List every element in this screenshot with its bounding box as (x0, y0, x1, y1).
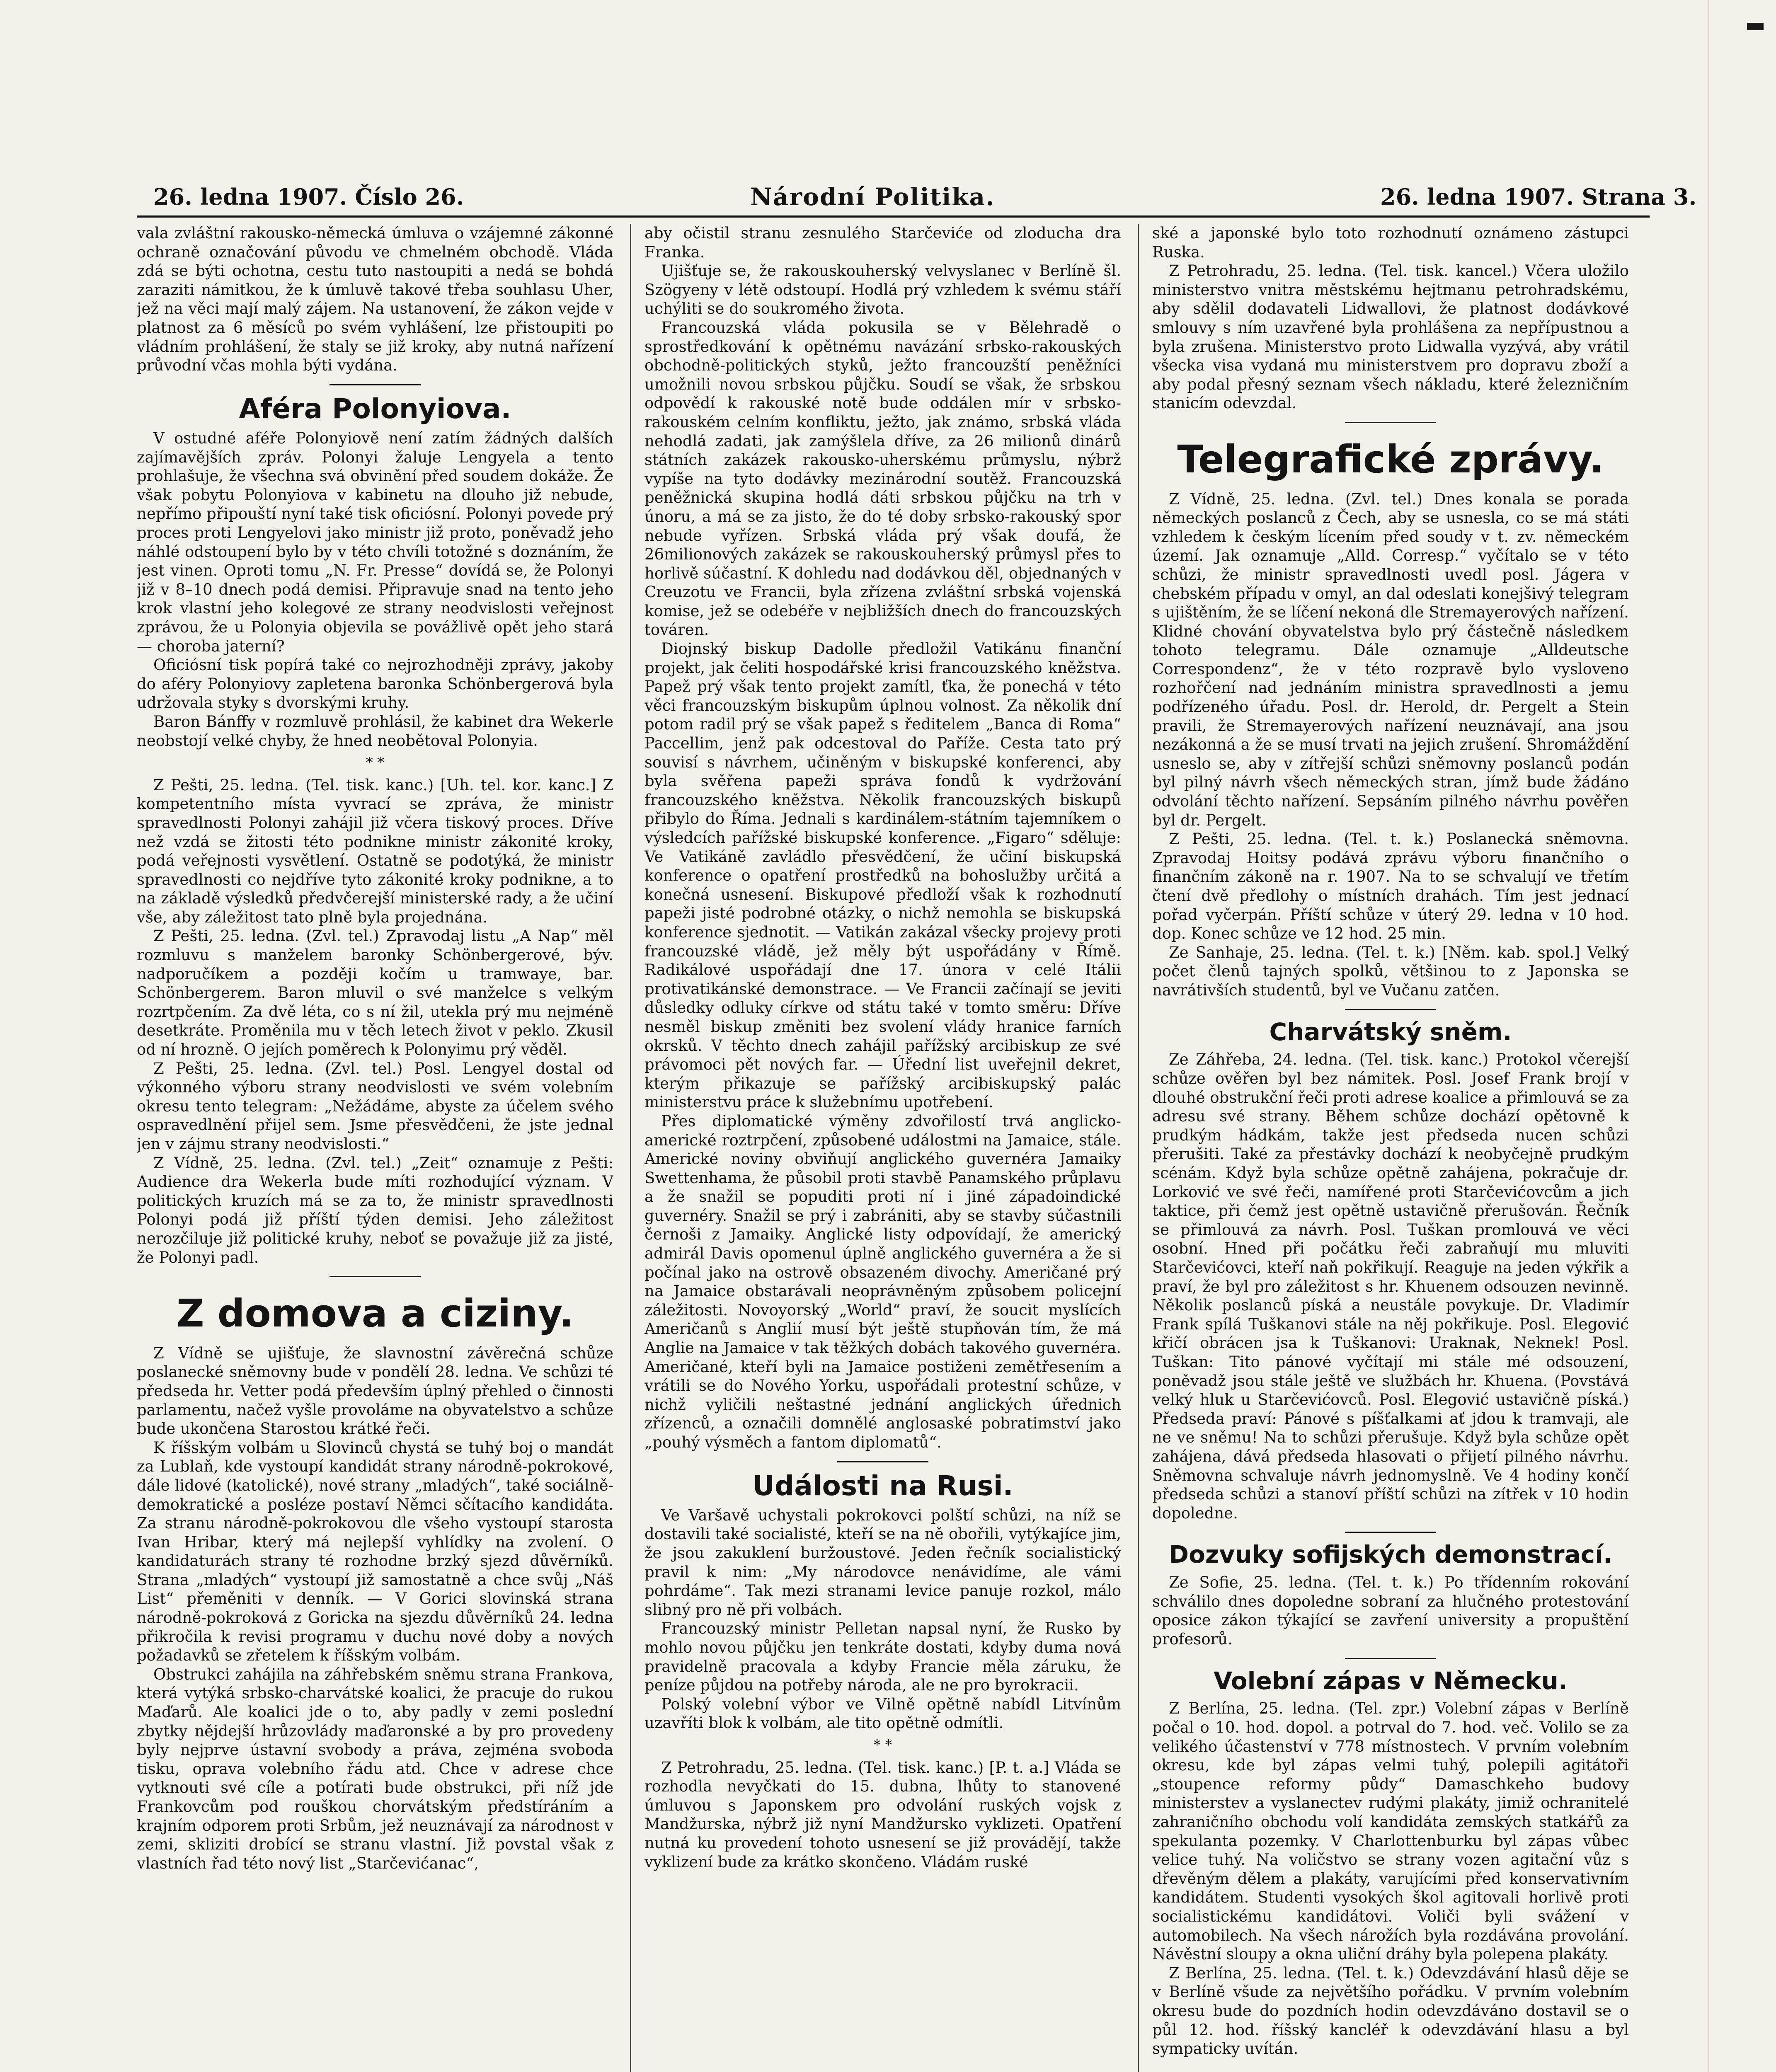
section-stars: * * (873, 1737, 892, 1754)
header-date-page: 26. ledna 1907. Strana 3. (1380, 184, 1697, 210)
section-heading-volebni-zapas-v-nemecku: Volební zápas v Německu. (1214, 1666, 1568, 1695)
article-paragraph: Baron Bánffy v rozmluvě prohlásil, že kabinet dra Wekerle neobstojí velké chyby, že hned neobětoval Polonyia. (137, 712, 613, 750)
column-3 (1152, 224, 1629, 2072)
article-paragraph: Z Vídně, 25. ledna. (Zvl. tel.) Dnes konala se porada německých poslanců z Čech, aby se usnesla, co se má státi vzhledem k českým lícením před soudy v t. zv. německém území. Jak oznamuje „Alld. Corresp.“ vyčítalo se v této schůzi, že ministr spravedlnosti uvedl posl. Jágera v chebském případu v omyl, an dal odeslati konejšivý telegram s ujištěním, že se líčení nekoná dle Stremayerových nařízení. Klidné chování obyvatelstva bylo prý částečně následkem tohoto telegramu. Dále oznamuje „Alldeutsche Correspondenz“, že v této rozpravě bylo vysloveno rozhořčení nad jednáním ministra spravedlnosti a jemu podřízeného úřadu. Posl. dr. Herold, dr. Pergelt a Stein pravili, že Stremayerových nařízení neuznávají, ana jsou nezákonná a že se musí trvati na jejich zrušení. Shromáždění usneslo se, aby v zítřejší schůzi sněmovny poslanců podán byl pilný návrh všech německých stran, jímž bude žádáno odvolání těchto nařízení. Sepsáním pilného návrhu pověřen byl dr. Pergelt. (1152, 490, 1629, 829)
column-divider (1138, 224, 1139, 2072)
article-paragraph: Z Berlína, 25. ledna. (Tel. zpr.) Volební zápas v Berlíně počal o 10. hod. dopol. a potrval do 7. hod. več. Volilo se za velikého účastenství v 778 místnostech. V prvním volebním okresu, kde byl zápas velmi tuhý, polepili agitátoři „stoupence reformy půdy“ Damaschkeho budovy ministerstev a vyslanectev rudými plakáty, jimiž ochranitelé zahraničního obchodu volí kandidáta zemských statkářů za spekulanta pozemky. V Charlottenburku byl zápas vůbec velice tuhý. Na voličstvo se strany vozen agitační vůz s dřevěným dělem a plakáty, varujícími před konservativním kandidátem. Studenti vysokých škol agitovali horlivě proti socialistickému kandidátovi. Voliči byli svážení v automobilech. Na všech nárožích byla rozdávána provolání. Návěstní sloupy a okna uliční dráhy byla polepena plakáty. (1152, 1699, 1629, 1963)
article-paragraph: Francouzská vláda pokusila se v Bělehradě o sprostředkování k opětnému navázání srbsko-rakouských obchodně-politických styků, ježto francouzští peněžníci umožnili novou srbskou půjčku. Soudí se však, že srbskou odpovědí k rakouské notě bude oddálen mír v srbsko-rakouském celním konfliktu, ježto, jak známo, srbská vláda nehodlá zadati, jak zamýšlela dříve, za 26 milionů dinárů státních zakázek rakousko-uherskému průmyslu, nýbrž vypíše na tyto dodávky mezinárodní soutěž. Francouzská peněžnická skupina hodlá dáti srbskou půjčku na trh v únoru, a má se za jisto, že do té doby srbsko-rakouský spor nebude vyřízen. Srbská vláda prý však doufá, že 26milionových zakázek se rakouskouherský průmysl přes to horlivě súčastní. K dohledu nad dodávkou děl, objednaných v Creuzotu ve Francii, byla zřízena zvláštní srbská vojenská komise, jež se odebéře v nejbližších dnech do francouzských továren. (644, 318, 1121, 639)
section-heading-z-domova-a-ciziny: Z domova a ciziny. (176, 1291, 574, 1336)
article-paragraph: Ujišťuje se, že rakouskouherský velvyslanec v Berlíně šl. Szögyeny v létě odstoupí. Hodlá prý vzhledem k svému stáří uchýliti se do soukromého života. (644, 262, 1121, 318)
article-paragraph: Přes diplomatické výměny zdvořilostí trvá anglicko-americké roztrpčení, způsobené událostmi na Jamaice, stále. Americké noviny obviňují anglického guvernéra Jamaiky Swettenhama, že působil proti stavbě Panamského průplavu a že snažil se popuditi proti ní i jiné západoindické guvernéry. Snažil se prý i zabrániti, aby se stavby súčastnili černoši z Jamaiky. Anglické listy odpovídají, že americký admirál Davis opomenul úplně anglického guvernéra a že si počínal jako na ostrově obsazeném divochy. Američané prý na Jamaice obstarávali neoprávněným způsobem policejní záležitosti. Novoyorský „World“ praví, že soucit myslících Američanů s Anglií musí být ještě stupňován tím, že má Anglie na Jamaice v tak těžkých dobách takového guvernéra. Američané, kteří byli na Jamaice postiženi zemětřesením a vrátili se do Nového Yorku, uspořádali protestní schůze, v nichž vyličili neštastné jednání anglických úřednich zřízenců, a označili domnělé anglosaské pobratimství jako „pouhý výsměch a fantom diplomatů“. (644, 1112, 1121, 1451)
article-paragraph: Oficiósní tisk popírá také co nejrozhodněji zprávy, jakoby do aféry Polonyiovy zapletena baronka Schönbergerová byla udržovala styky s dvorskými kruhy. (137, 656, 613, 712)
article-paragraph: Ze Záhřeba, 24. ledna. (Tel. tisk. kanc.) Protokol včerejší schůze ověřen byl bez námitek. Posl. Josef Frank brojí v dlouhé obstrukční řeči proti adrese koalice a přimlouvá se za adresu své strany. Během schůze dochází opětovně k prudkým hádkám, takže jest předseda nucen schůzi přerušiti. Také za přestávky dochází k neobyčejně prudkým scénám. Když byla schůze opětně zahájena, pokračuje dr. Lorković ve své řeči, namířené proti Starčevićovcům a jich taktice, při čemž jest opětně ustavičně přerušován. Řečník se přimlouvá za návrh. Posl. Tuškan promlouvá ve věci osobní. Hned při počátku řeči zabraňují mu mluviti Starčevićovci, kteří naň pokřikují. Reaguje na jeden výkřik a praví, že byl pro záležitost s hr. Khuenem odsouzen nevinně. Několik poslanců píská a neustále povykuje. Dr. Vladimír Frank spílá Tuškanovi stále na něj pokřikuje. Posl. Elegović křičí obrácen jsa k Tuškanovi: Uraknak, Neknek! Posl. Tuškan: Tito pánové vyčítají mi stále mé odsouzení, poněvadž jsou stále ještě ve službách hr. Khuena. (Povstává velký hluk u Starčevićovců. Posl. Elegović ustavičně píská.) Předseda praví: Pánové s píšťalkami ať jdou k tramvaji, ale ne ve sněmu! Na to schůzi přerušuje. Když byla schůze opět zahájena, dává předseda hlasovati o přijetí pilného návrhu. Sněmovna schvaluje návrh jednomyslně. Ve 4 hodiny končí předseda schůzi a stanoví příští schůzi na zítřek v 10 hodin dopoledne. (1152, 1051, 1629, 1522)
header-rule (137, 215, 1650, 218)
article-paragraph: Z Vídně se ujišťuje, že slavnostní závěrečná schůze poslanecké sněmovny bude v pondělí 28. ledna. Ve schůzi té předseda hr. Vetter podá především úplný přehled o činnosti parlamentu, načež vyšle provoláme na obyvatelstvo a schůze bude ukončena Starostou krátké řeči. (137, 1344, 613, 1438)
column-1 (137, 224, 613, 2072)
section-divider (330, 1276, 421, 1277)
article-paragraph: aby očistil stranu zesnulého Starčeviće od zloducha dra Franka. (644, 224, 1121, 261)
section-divider (837, 1461, 928, 1462)
section-divider (1345, 1532, 1436, 1533)
article-paragraph: Z Berlína, 25. ledna. (Tel. t. k.) Odevzdávání hlasů děje se v Berlíně všude za největšího pořádku. V prvním volebním okresu bude do pozdních hodin odevzdáváno dostavil se o půl 12. hod. říšský kancléř k odevzdávání hlasu a byl sympaticky uvítán. (1152, 1964, 1629, 2058)
section-heading-telegraficke-zpravy: Telegrafické zprávy. (1177, 437, 1604, 482)
article-paragraph: vala zvláštní rakousko-německá úmluva o vzájemné zákonné ochraně označování původu ve chmelném obchodě. Vláda zdá se býti ochotna, cestu tuto nastoupiti a nedá se bohdá zaraziti námitkou, že k úmluvě takové třeba souhlasu Uher, jež na věci mají malý zájem. Na ustanovení, že zákon vejde v platnost za 6 měsíců po svém vyhlášení, lze přistoupiti po vládním prohlášení, že staly se již kroky, aby nutná nařízení průvodní včas mohla býti vydána. (137, 224, 613, 375)
section-divider (330, 384, 421, 385)
masthead-title: Národní Politika. (750, 183, 995, 211)
section-divider (1345, 1009, 1436, 1010)
section-heading-dozvuky-sofijskych-demonstraci: Dozvuky sofijských demonstrací. (1168, 1540, 1613, 1569)
article-paragraph: Z Vídně, 25. ledna. (Zvl. tel.) „Zeit“ oznamuje z Pešti: Audience dra Wekerla bude míti rozhodující význam. V politických kruzích má se za to, že ministr spravedlnosti Polonyi podá již příští týden demisi. Jeho záležitost nerozčiluje již politické kruhy, neboť se považuje již za jisté, že Polonyi padl. (137, 1154, 613, 1266)
article-paragraph: Obstrukci zahájila na záhřebském sněmu strana Frankova, která vytýká srbsko-charvátské koalici, že pracuje do rukou Maďarů. Ale koalici jde o to, aby padly v zemi poslední zbytky nějdejší hrůzovlády maďaronské a by pro provedeny byly nejprve ústavní svobody a práva, zejména svoboda tisku, oprava volebního řádu atd. Chce v adrese chce vytknouti své cíle a potírati bude obstrukci, při níž jde Frankovcům pod rouškou chorvátským předstíráním a krajním odporem proti Srbům, jež neuznávají za národnost v zemi, skliziti drobící se stranu vlastní. Již povstal však z vlastních řad této nový list „Starčevićanac“, (137, 1665, 613, 1872)
article-paragraph: Ze Sofie, 25. ledna. (Tel. t. k.) Po třídenním rokování schválilo dnes dopoledne sobraní za hlučného protestování oposice zákon týkající se zavření university a propuštění profesorů. (1152, 1573, 1629, 1648)
section-heading-charvatsky-snem: Charvátský sněm. (1269, 1017, 1512, 1046)
column-2 (644, 224, 1121, 2072)
section-divider (1345, 422, 1436, 423)
article-paragraph: Z Pešti, 25. ledna. (Zvl. tel.) Zpravodaj listu „A Nap“ měl rozmluvu s manželem baronky Schönbergerové, býv. nadporučíkem a později kočím u tramwaye, bar. Schönbergerem. Baron mluvil o své manželce s velkým rozrtpčením. Za dvě léta, co s ní žil, utekla prý mu nejméně desetkráte. Proměnila mu v těch letech život v peklo. Zkusil od ní hrozně. O jejích poměrech k Polonyimu prý věděl. (137, 927, 613, 1059)
section-heading-afera-polonyiova: Aféra Polonyiova. (239, 392, 511, 425)
article-paragraph: Francouzský ministr Pelletan napsal nyní, že Rusko by mohlo novou půjčku jen tenkráte dostati, kdyby duma nová pravidelně pracovala a kdyby Francie měla záruku, že peníze půjdou na potřeby národa, ale ne pro byrokracii. (644, 1619, 1121, 1694)
article-paragraph: K říšským volbám u Slovinců chystá se tuhý boj o mandát za Lublaň, kde vystoupí kandidát strany národně-pokrokové, dále lidové (katolické), nové strany „mladých“, také sociálně-demokratické a posléze postaví Němci sčítacího kandidáta. Za stranu národně-pokrokovou dle všeho vystoupí starosta Ivan Hribar, který má nejlepší vyhlídky na zvolení. O kandidaturách strany té rozhodne brzký sjezd důvěrníků. Strana „mladých“ vystoupí již samostatně a chce svůj „Náš List“ přeměniti v denník. — V Gorici slovinská strana národně-pokroková z Goricka na sjezdu důvěrníků 24. ledna přikročila k revisi programu v duchu nové doby a nových požadavků se zřetelem k říšským volbám. (137, 1438, 613, 1665)
column-divider (630, 224, 631, 2072)
article-paragraph: V ostudné aféře Polonyiově není zatím žádných dalších zajímavějších zpráv. Polonyi žaluje Lengyela a tento prohlašuje, že všechna svá obvinění před soudem dokáže. Že však pobytu Polonyiova v kabinetu na dlouho již nebude, nepřímo připouští nyní také tisk oficiósní. Polonyi povede prý proces proti Lengyelovi jako ministr již proto, poněvadž jeho náhlé odstoupení bylo by v této chvíli totožné s doznáním, že jest vinen. Oproti tomu „N. Fr. Presse“ dovídá se, že Polonyi již v 8–10 dnech podá demisi. Připravuje snad na tento jeho krok vlastní jeho kolegové ze strany neodvislosti veřejnost zprávou, že u Polonyia objevila se povážlivě opět jeho stará — choroba jaterní? (137, 429, 613, 655)
article-paragraph: Diojnský biskup Dadolle předložil Vatikánu finanční projekt, jak čeliti hospodářské krisi francouzského kněžstva. Papež prý však tento projekt zamítl, ťka, že ponechá v této věci francouzským biskupům úplnou volnost. Za několik dní potom radil prý se však papež s ředitelem „Banca di Roma“ Paccellim, jenž pak odcestoval do Paříže. Cesta tato prý souvisí s návrhem, učiněným v biskupské konferenci, aby byla svěřena papeži správa fondů k vydržování francouzského kněžstva. Několik francouzských biskupů přibylo do Říma. Jednali s kardinálem-státním tajemníkem o výsledcích pařížské biskupské konference. „Figaro“ sděluje: Ve Vatikáně zavládlo přesvědčení, že učiní biskupská konference o opatření prostředků na bohoslužby určitá a konečná usnesení. Biskupové předloží však k rozhodnutí papeži jisté podrobné otázky, o nichž nemohla se biskupská konference sjednotit. — Vatikán zakázal všecky projevy proti francouzské vládě, jež měly být uspořádány v Římě. Radikálové uspořádají dne 17. února v celé Itálii protivatikánské demonstrace. — Ve Francii začínají se jeviti důsledky odluky církve od státu také v tomto směru: Dříve nesměl biskup změniti bez svolení vlády hranice farních okrsků. V těchto dnech zahájil pařížský arcibiskup ze své právomoci pět nových far. — Úřední list uveřejnil dekret, kterým přikazuje se pařížský arcibiskupský palác ministerstvu práce k služebnímu upotřebení. (644, 640, 1121, 1111)
article-paragraph: Z Pešti, 25. ledna. (Zvl. tel.) Posl. Lengyel dostal od výkonného výboru strany neodvislosti ve svém volebním okresu tento telegram: „Nežádáme, abyste za účelem svého ospravedlnění přijel sem. Jsme přesvědčeni, že jste jednal jen v zájmu strany neodvislosti.“ (137, 1059, 613, 1153)
header-date-issue: 26. ledna 1907. Číslo 26. (153, 184, 464, 210)
section-heading-udalosti-na-rusi: Události na Rusi. (752, 1469, 1013, 1502)
article-paragraph: ské a japonské bylo toto rozhodnutí oznámeno zástupci Ruska. (1152, 224, 1629, 261)
article-paragraph: Z Pešti, 25. ledna. (Tel. tisk. kanc.) [Uh. tel. kor. kanc.] Z kompetentního místa vyvrací se zpráva, že ministr spravedlnosti Polonyi zahájil již včera tiskový proces. Dříve než vzdá se žitosti této podnikne ministr zákonité kroky, podá veřejnosti vysvětlení. Ostatně se podotýká, že ministr spravedlnosti co nejdříve tyto zákonité kroky podnikne, a to na základě výsledků předvčerejší ministerské rady, a že učiní vše, aby záležitost tato plně byla projednána. (137, 776, 613, 926)
section-stars: * * (366, 754, 385, 771)
article-paragraph: Z Pešti, 25. ledna. (Tel. t. k.) Poslanecká sněmovna. Zpravodaj Hoitsy podává zprávu výboru finančního o finančním zákoně na r. 1907. Na to se schvalují ve třetím čtení dvě předlohy o místních drahách. Tím jest jednací pořad vyčerpán. Příští schůze v úterý 29. ledna v 10 hod. dop. Konec schůze ve 12 hod. 25 min. (1152, 830, 1629, 943)
section-divider (1345, 1658, 1436, 1659)
article-paragraph: Ve Varšavě uchystali pokrokovci polští schůzi, na níž se dostavili také socialisté, kteří se na ně obořili, vytýkajíce jim, že jsou zakuklení buržoustové. Jeden řečník socialistický pravil k nim: „My národovce nenávidíme, ale vámi pohrdáme“. Tak mezi stranami levice panuje rozkol, málo slibný pro ně při volbách. (644, 1506, 1121, 1619)
article-paragraph: Polský volební výbor ve Vilně opětně nabídl Litvínům uzavříti blok k volbám, ale tito opětně odmítli. (644, 1695, 1121, 1732)
page-edge-shadow (1708, 0, 1709, 2072)
article-paragraph: Ze Sanhaje, 25. ledna. (Tel. t. k.) [Něm. kab. spol.] Velký počet členů tajných spolků, většinou to z Japonska se navrátivších studentů, byl ve Vučanu zatčen. (1152, 943, 1629, 999)
article-paragraph: Z Petrohradu, 25. ledna. (Tel. tisk. kancel.) Včera uložilo ministerstvo vnitra městskému hejtmanu petrohradskému, aby sdělil dodavateli Lidwallovi, že platnost dodávkové smlouvy s ním uzavřené byla prohlášena za nepřípustnou a byla zrušena. Ministerstvo proto Lidwalla vyzývá, aby vrátil všecka visa vydaná mu ministerstvem pro dopravu zboží a aby podal přesný seznam všech nákladu, které železničním stanicím odevzdal. (1152, 262, 1629, 412)
article-paragraph: Z Petrohradu, 25. ledna. (Tel. tisk. kanc.) [P. t. a.] Vláda se rozhodla nevyčkati do 15. dubna, lhůty to stanovené úmluvou s Japonskem pro odvolání ruských vojsk z Mandžurska, nýbrž již nyní Mandžursko vyklizeti. Opatření nutná ku provedení tohoto usnesení se již provádějí, takže vyklizení bude za krátko skončeno. Vládám ruské (644, 1758, 1121, 1871)
scan-edge-mark (1747, 23, 1764, 30)
